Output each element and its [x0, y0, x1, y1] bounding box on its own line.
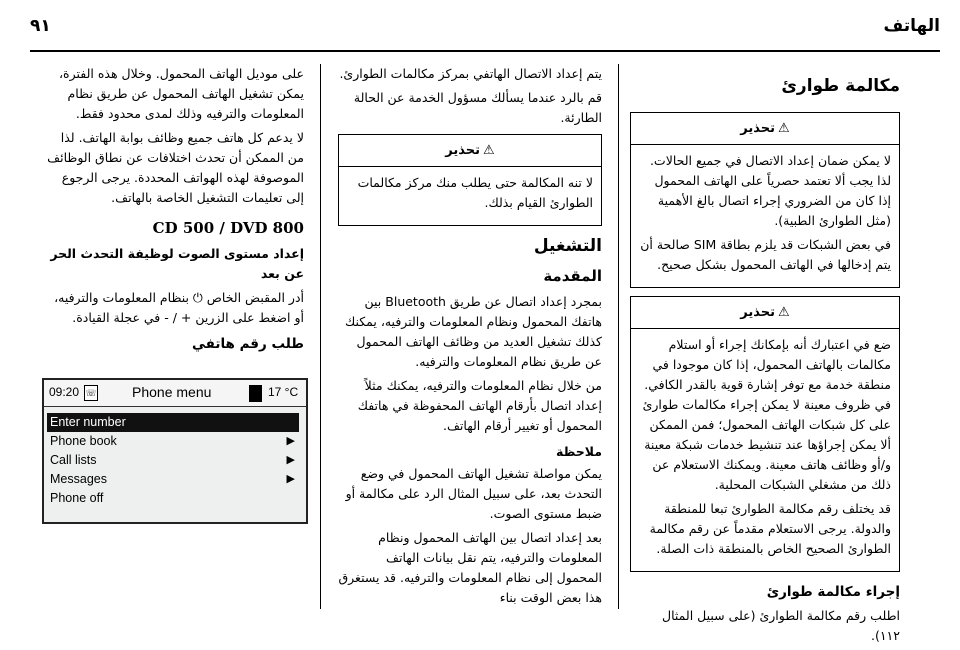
- display-clock: 09:20: [49, 385, 80, 399]
- paragraph: يتم إعداد الاتصال الهاتفي بمركز مكالمات الطوارئ.: [339, 66, 602, 81]
- menu-item-phone-off[interactable]: Phone off: [50, 491, 104, 505]
- paragraph: بعد إعداد اتصال بين الهاتف المحمول ونظام المعلومات والترفيه، يتم نقل بيانات الهاتف المحمول إلى نظام المعلومات والترفيه. قد يستغرق هذا بعض الوقت بناء: [338, 530, 602, 605]
- paragraph: اطلب رقم مكالمة الطوارئ (على سبيل المثال ١١٢).: [662, 608, 900, 643]
- display-status-bar: [44, 380, 306, 407]
- note-heading: ملاحظة: [556, 444, 602, 459]
- warning-triangle-icon: ⚠: [778, 305, 790, 320]
- page-number: ٩١: [30, 16, 51, 36]
- paragraph: أدر المقبض الخاص ⏻ بنظام المعلومات والترفيه، أو اضغط على الزرين + / - في عجلة القيادة.: [54, 290, 304, 325]
- menu-item-phone-book[interactable]: Phone book ▶: [47, 432, 299, 451]
- warning-box-2: [630, 296, 900, 572]
- warning-text: لا تنه المكالمة حتى يطلب منك مركز مكالمات الطوارئ القيام بذلك.: [357, 175, 593, 210]
- sub-heading-make-call: إجراء مكالمة طوارئ: [766, 584, 900, 600]
- warning-heading: ⚠تحذير: [339, 135, 601, 167]
- paragraph: على موديل الهاتف المحمول. وخلال هذه الفترة، يمكن تشغيل الهاتف المحمول عن طريق نظام المعلومات والترفيه وذلك لمدى محدود فقط.: [59, 66, 304, 121]
- phone-signal-icon: [249, 385, 262, 402]
- section-title-emergency: مكالمة طوارئ: [781, 76, 900, 96]
- column-divider: [320, 64, 321, 609]
- arrow-right-icon: ▶: [286, 435, 295, 447]
- note-body: يمكن مواصلة تشغيل الهاتف المحمول في وضع التحدث بعد، على سبيل المثال الرد على مكالمة أو ضبط مستوى الصوت.: [345, 466, 602, 521]
- bold-paragraph: إعداد مستوى الصوت لوظيفة التحدث الحر عن بعد: [50, 246, 304, 281]
- arrow-right-icon: ▶: [286, 454, 295, 466]
- arrow-right-icon: ▶: [286, 473, 295, 485]
- page-header: [30, 10, 940, 52]
- display-title: Phone menu: [132, 384, 212, 400]
- warning-body: [631, 329, 899, 571]
- phone-menu-display: [42, 378, 308, 524]
- warning-heading: ⚠تحذير: [631, 297, 899, 329]
- menu-item-call-lists[interactable]: Call lists ▶: [47, 451, 299, 470]
- page-section-title: الهاتف: [883, 16, 940, 36]
- column-left: [42, 64, 304, 358]
- warning-body: [339, 167, 601, 225]
- display-temperature: 17 °C: [268, 385, 299, 399]
- sub-heading-dial: طلب رقم هاتفي: [192, 336, 304, 352]
- warning-text: لا يمكن ضمان إعداد الاتصال في جميع الحالات. لذا يجب ألا تعتمد حصرياً على الهاتف المحمول إذا كان من الضروري إجراء اتصال بالغ الأهمية (مثل الطوارئ الطبية).: [649, 153, 891, 228]
- section-title-operation: التشغيل: [533, 236, 602, 256]
- warning-box-1: [630, 112, 900, 288]
- sub-heading-intro: المقدمة: [543, 267, 602, 285]
- paragraph: بمجرد إعداد اتصال عن طريق Bluetooth بين هاتفك المحمول ونظام المعلومات والترفيه، يمكنك كذلك تشغيل العديد من وظائف الهاتف المحمول عن طريق نظام المعلومات والترفيه.: [344, 294, 602, 369]
- menu-item-messages[interactable]: Messages ▶: [47, 470, 299, 489]
- column-divider: [618, 64, 619, 609]
- paragraph: لا يدعم كل هاتف جميع وظائف بوابة الهاتف. لذا من الممكن أن تحدث اختلافات عن نطاق الوظائف الموصوفة لهذه الهواتف المحددة. يرجى الرجوع إلى تعليمات التشغيل الخاصة بالهاتف.: [47, 130, 304, 205]
- warning-triangle-icon: ⚠: [483, 143, 495, 158]
- phone-icon: ☏: [84, 385, 98, 401]
- menu-item-enter-number[interactable]: Enter number: [47, 413, 299, 432]
- display-menu-list: [47, 413, 299, 508]
- column-middle: [338, 64, 602, 612]
- column-right: [630, 64, 900, 650]
- warning-text: ضع في اعتبارك أنه بإمكانك إجراء أو استلام مكالمات بالهاتف المحمول، إذا كان موجودا في منطقة خدمة مع توفر إشارة قوية بالقدر الكافي. في ظروف معينة لا يمكن إجراء مكالمات طوارئ على كل شبكات الهاتف المحمول؛ فمن الممكن ألا يمكن إجراؤها عند تنشيط خدمات شبكة معينة و/أو وظائف هاتف معينة. ويمكنك الاستعلام عن ذلك من مشغلي الشبكات المحلية.: [642, 337, 891, 492]
- paragraph: قم بالرد عندما يسألك مسؤول الخدمة عن الحالة الطارئة.: [353, 90, 602, 125]
- warning-body: [631, 145, 899, 287]
- sub-heading-model: CD 500 / DVD 800: [152, 219, 304, 237]
- paragraph: من خلال نظام المعلومات والترفيه، يمكنك مثلاً إعداد اتصال بأرقام الهاتف المحفوظة في هاتفك المحمول أو تغيير أرقام الهاتف.: [357, 378, 602, 433]
- warning-heading: ⚠تحذير: [631, 113, 899, 145]
- warning-text: قد يختلف رقم مكالمة الطوارئ تبعا للمنطقة والدولة. يرجى الاستعلام مقدماً عن رقم مكالمة الطوارئ الصحيح الخاص بالمنطقة ذات الصلة.: [649, 501, 891, 556]
- warning-text: في بعض الشبكات قد يلزم بطاقة SIM صالحة أن يتم إدخالها في الهاتف المحمول بشكل صحيح.: [640, 237, 891, 272]
- warning-box-3: [338, 134, 602, 226]
- warning-triangle-icon: ⚠: [778, 121, 790, 136]
